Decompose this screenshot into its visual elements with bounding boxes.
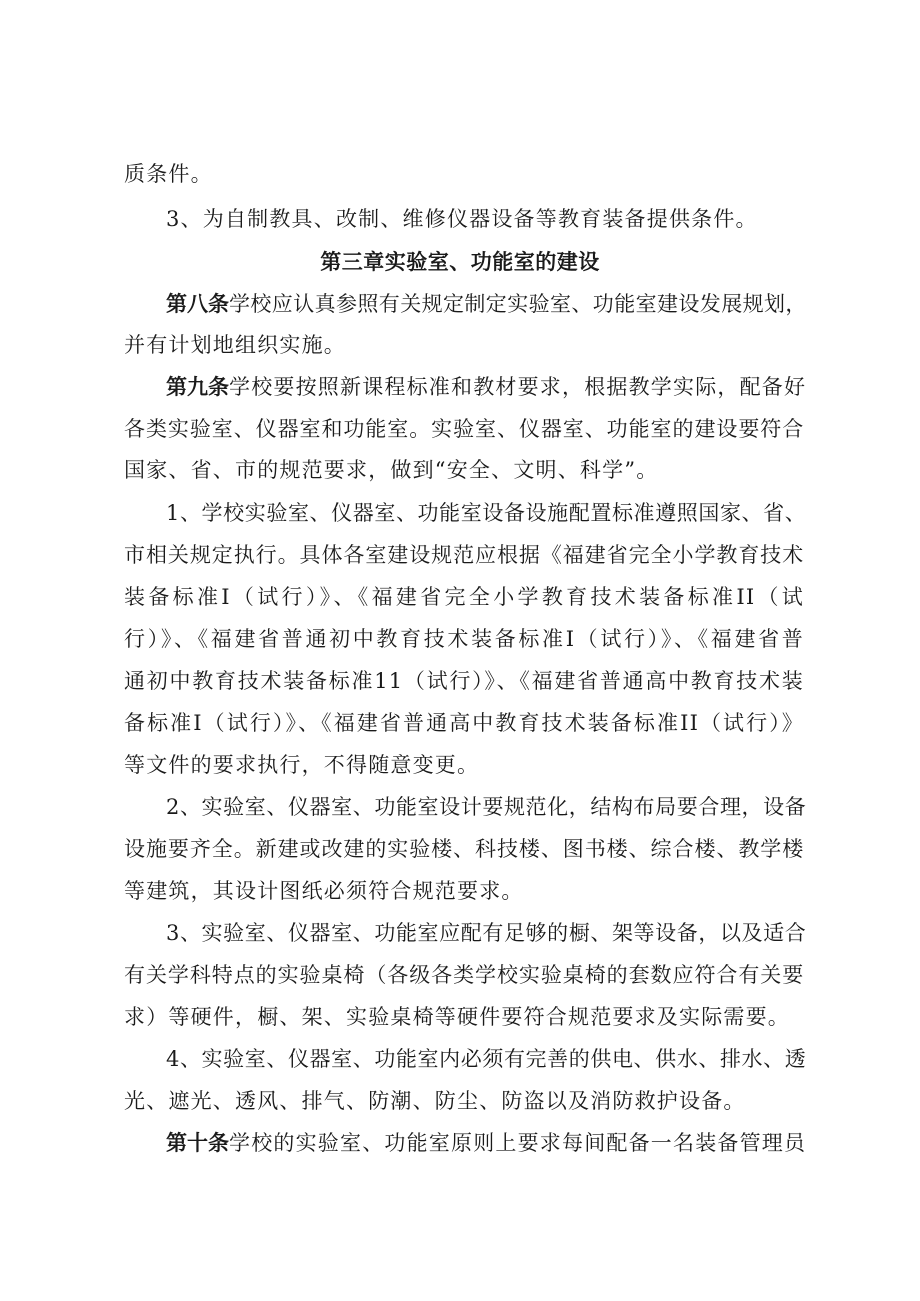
paragraph-line: 质条件。 [124, 162, 213, 186]
paragraph-line: 行）》、《福建省普通初中教育技术装备标准I（试行）》、《福建省普 [124, 627, 804, 651]
paragraph-line: 等文件的要求执行，不得随意变更。 [124, 753, 480, 777]
article-label: 第八条 [166, 292, 229, 316]
paragraph-line: 通初中教育技术装备标准11（试行）》、《福建省普通高中教育技术装 [124, 669, 804, 693]
paragraph-line: 市相关规定执行。具体各室建设规范应根据《福建省完全小学教育技术 [124, 543, 804, 567]
article-8-line [166, 284, 806, 324]
paragraph-line: 3、为自制教具、改制、维修仪器设备等教育装备提供条件。 [166, 207, 758, 231]
paragraph-line: 备标准I（试行）》、《福建省普通高中教育技术装备标准II（试行）》 [124, 711, 804, 735]
paragraph-line: 并有计划地组织实施。 [124, 333, 346, 357]
paragraph-line: 各类实验室、仪器室和功能室。实验室、仪器室、功能室的建设要符合 [124, 417, 804, 441]
paragraph-line: 3、实验室、仪器室、功能室应配有足够的橱、架等设备，以及适合 [166, 921, 807, 945]
article-10-line [166, 1123, 806, 1163]
paragraph-line: 装备标准I（试行）》、《福建省完全小学教育技术装备标准II（试 [124, 585, 804, 609]
paragraph-line: 求）等硬件，橱、架、实验桌椅等硬件要符合规范要求及实际需要。 [124, 1005, 790, 1029]
paragraph-line: 有关学科特点的实验桌椅（各级各类学校实验桌椅的套数应符合有关要 [124, 963, 804, 987]
article-text: 学校要按照新课程标准和教材要求，根据教学实际，配备好 [229, 375, 807, 399]
paragraph-line: 1、学校实验室、仪器室、功能室设备设施配置标准遵照国家、省、 [166, 501, 807, 525]
paragraph-line: 4、实验室、仪器室、功能室内必须有完善的供电、供水、排水、透 [166, 1047, 807, 1071]
article-text: 学校的实验室、功能室原则上要求每间配备一名装备管理员 [229, 1131, 807, 1155]
article-label: 第十条 [166, 1131, 229, 1155]
article-9-line [166, 367, 806, 407]
paragraph-line: 光、遮光、透风、排气、防潮、防尘、防盗以及消防救护设备。 [124, 1089, 746, 1113]
paragraph-line: 2、实验室、仪器室、功能室设计要规范化，结构布局要合理，设备 [166, 795, 807, 819]
article-label: 第九条 [166, 375, 229, 399]
paragraph-line: 等建筑，其设计图纸必须符合规范要求。 [124, 879, 524, 903]
paragraph-line: 设施要齐全。新建或改建的实验楼、科技楼、图书楼、综合楼、教学楼 [124, 837, 804, 861]
article-text: 学校应认真参照有关规定制定实验室、功能室建设发展规划， [229, 292, 807, 316]
chapter-heading: 第三章实验室、功能室的建设 [320, 250, 600, 274]
paragraph-line: 国家、省、市的规范要求，做到“安全、文明、科学”。 [124, 458, 659, 482]
